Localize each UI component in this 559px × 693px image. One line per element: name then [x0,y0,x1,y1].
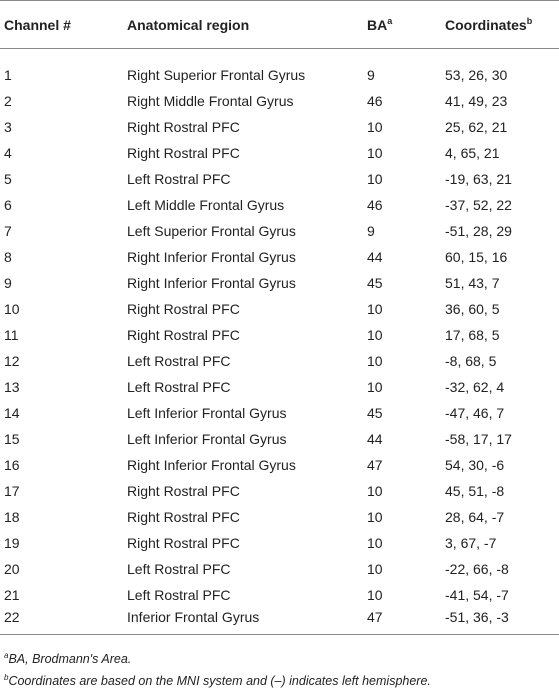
cell-ba: 9 [367,67,375,83]
cell-coordinates: 41, 49, 23 [445,93,508,109]
cell-channel: 7 [4,223,12,239]
cell-channel: 13 [4,379,20,395]
cell-anatomical-region: Right Inferior Frontal Gyrus [127,457,296,473]
cell-anatomical-region: Right Inferior Frontal Gyrus [127,249,296,265]
header-row [0,1,559,49]
table-row [0,374,559,400]
footnotes [4,648,431,692]
cell-anatomical-region: Right Rostral PFC [127,145,240,161]
cell-coordinates: 28, 64, -7 [445,509,505,525]
cell-channel: 8 [4,249,12,265]
header-coordinates: Coordinates$^b$ [445,1,559,49]
cell-ba: 10 [367,561,383,577]
cell-ba: 10 [367,587,383,603]
cell-anatomical-region: Right Rostral PFC [127,509,240,525]
cell-ba: 46 [367,93,383,109]
cell-anatomical-region: Left Superior Frontal Gyrus [127,223,296,239]
table-row [0,270,559,296]
cell-ba: 10 [367,301,383,317]
cell-channel: 20 [4,561,20,577]
table-row [0,582,559,608]
cell-ba: 46 [367,197,383,213]
table-row [0,218,559,244]
table-row [0,400,559,426]
table-row [0,556,559,582]
cell-ba: 10 [367,535,383,551]
cell-channel: 6 [4,197,12,213]
cell-anatomical-region: Right Inferior Frontal Gyrus [127,275,296,291]
cell-ba: 44 [367,249,383,265]
cell-anatomical-region: Left Rostral PFC [127,561,231,577]
cell-coordinates: 17, 68, 5 [445,327,500,343]
cell-anatomical-region: Left Rostral PFC [127,171,231,187]
cell-channel: 14 [4,405,20,421]
table-row [0,140,559,166]
cell-channel: 21 [4,587,20,603]
cell-channel: 4 [4,145,12,161]
footnote-b: $^b$Coordinates are based on the MNI system and (–) indicates left hemisphere. [4,673,431,688]
cell-ba: 47 [367,608,445,634]
cell-ba: 10 [367,119,383,135]
table-row [0,348,559,374]
cell-coordinates: 36, 60, 5 [445,301,500,317]
table-row [0,88,559,114]
cell-anatomical-region: Right Middle Frontal Gyrus [127,93,294,109]
cell-coordinates: 60, 15, 16 [445,249,508,265]
cell-anatomical-region: Left Rostral PFC [127,353,231,369]
table-row [0,478,559,504]
cell-ba: 10 [367,483,383,499]
cell-channel: 1 [4,67,12,83]
cell-ba: 9 [367,223,375,239]
table-row [0,608,559,634]
cell-channel: 17 [4,483,20,499]
cell-anatomical-region: Left Inferior Frontal Gyrus [127,431,287,447]
cell-ba: 47 [367,457,383,473]
table-row [0,166,559,192]
cell-channel: 10 [4,301,20,317]
cell-anatomical-region: Right Rostral PFC [127,301,240,317]
cell-channel: 9 [4,275,12,291]
cell-ba: 10 [367,379,383,395]
cell-anatomical-region: Left Rostral PFC [127,587,231,603]
cell-coordinates: -51, 36, -3 [445,608,559,634]
cell-ba: 10 [367,353,383,369]
table-row [0,322,559,348]
cell-anatomical-region: Inferior Frontal Gyrus [127,608,367,634]
cell-anatomical-region: Right Rostral PFC [127,327,240,343]
cell-ba: 10 [367,145,383,161]
table-row [0,530,559,556]
cell-coordinates: -22, 66, -8 [445,561,509,577]
table-row [0,114,559,140]
table-body [0,49,559,635]
cell-channel: 2 [4,93,12,109]
cell-coordinates: -41, 54, -7 [445,587,509,603]
cell-coordinates: -47, 46, 7 [445,405,505,421]
cell-coordinates: -51, 28, 29 [445,223,512,239]
cell-ba: 45 [367,275,383,291]
cell-channel: 15 [4,431,20,447]
cell-coordinates: 54, 30, -6 [445,457,505,473]
header-channel: Channel # [0,1,127,49]
cell-anatomical-region: Left Middle Frontal Gyrus [127,197,285,213]
cell-channel: 16 [4,457,20,473]
cell-coordinates: 51, 43, 7 [445,275,500,291]
table-row [0,296,559,322]
cell-coordinates: -19, 63, 21 [445,171,512,187]
cell-coordinates: 53, 26, 30 [445,67,508,83]
table-row [0,244,559,270]
cell-coordinates: 3, 67, -7 [445,535,497,551]
footnote-a: $^a$BA, Brodmann's Area. [4,651,132,666]
cell-anatomical-region: Left Inferior Frontal Gyrus [127,405,287,421]
table-row [0,49,559,89]
cell-anatomical-region: Left Rostral PFC [127,379,231,395]
table-row [0,192,559,218]
table-row [0,426,559,452]
table-header [0,1,559,49]
cell-ba: 45 [367,405,383,421]
table-row [0,504,559,530]
cell-channel: 12 [4,353,20,369]
table-row [0,452,559,478]
cell-channel: 18 [4,509,20,525]
cell-ba: 44 [367,431,383,447]
cell-coordinates: -58, 17, 17 [445,431,512,447]
cell-channel: 19 [4,535,20,551]
cell-coordinates: -32, 62, 4 [445,379,505,395]
cell-coordinates: -37, 52, 22 [445,197,512,213]
cell-coordinates: 4, 65, 21 [445,145,500,161]
cell-anatomical-region: Right Superior Frontal Gyrus [127,67,306,83]
cell-channel: 22 [0,608,127,634]
cell-anatomical-region: Right Rostral PFC [127,483,240,499]
cell-ba: 10 [367,171,383,187]
cell-channel: 5 [4,171,12,187]
header-anatomical-region: Anatomical region [127,1,367,49]
cell-coordinates: 25, 62, 21 [445,119,508,135]
cell-channel: 3 [4,119,12,135]
cell-anatomical-region: Right Rostral PFC [127,119,240,135]
header-ba: $BA^a$ [367,1,445,49]
cell-ba: 10 [367,327,383,343]
cell-coordinates: 45, 51, -8 [445,483,505,499]
cell-coordinates: -8, 68, 5 [445,353,497,369]
cell-channel: 11 [4,327,19,343]
cell-ba: 10 [367,509,383,525]
cell-anatomical-region: Right Rostral PFC [127,535,240,551]
